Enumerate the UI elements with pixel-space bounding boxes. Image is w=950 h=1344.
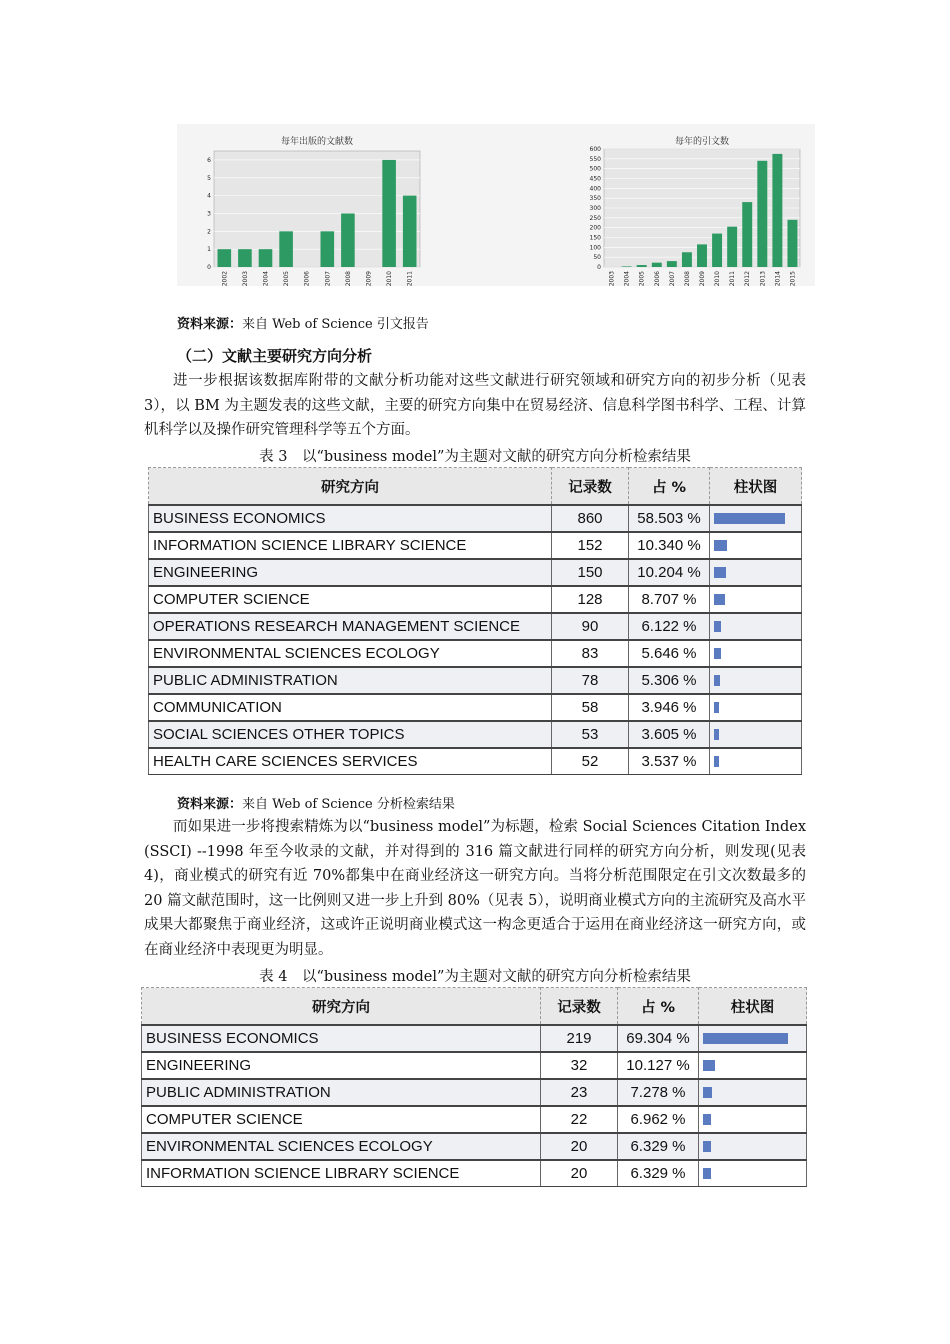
table-row [149,559,802,586]
x-tick-label: 2008 [683,271,691,286]
bar-2004 [259,249,273,267]
bar-2005 [637,265,647,267]
count-cell: 78 [552,667,629,694]
col-header-bar: 柱状图 [710,468,802,506]
share-bar [703,1060,715,1071]
x-tick-label: 2007 [668,271,676,286]
table-row [149,694,802,721]
bar-cell [710,667,802,694]
bar-2010 [712,234,722,267]
chart-title: 每年出版的文献数 [280,137,354,147]
bar-cell [699,1133,807,1160]
field-cell: HEALTH CARE SCIENCES SERVICES [149,748,552,775]
bar-2002 [218,249,232,267]
percent-cell: 10.340 % [629,532,710,559]
x-tick-label: 2006 [653,271,661,286]
bar-cell [699,1025,807,1052]
percent-cell: 69.304 % [618,1025,699,1052]
field-cell: COMPUTER SCIENCE [149,586,552,613]
share-bar [714,567,726,578]
citations-per-year-chart [572,124,815,286]
table-row [149,586,802,613]
share-bar [703,1033,788,1044]
percent-cell: 6.329 % [618,1160,699,1187]
count-cell: 20 [541,1160,618,1187]
y-tick-label: 150 [589,234,601,242]
count-cell: 150 [552,559,629,586]
y-tick-label: 3 [207,210,211,218]
bar-2011 [403,196,417,267]
table-row [142,1133,807,1160]
count-cell: 219 [541,1025,618,1052]
share-bar [703,1141,711,1152]
field-cell: PUBLIC ADMINISTRATION [142,1079,541,1106]
bar-2006 [652,263,662,267]
x-tick-label: 2011 [406,271,414,286]
field-cell: PUBLIC ADMINISTRATION [149,667,552,694]
share-bar [714,594,725,605]
y-tick-label: 5 [207,174,211,182]
percent-cell: 6.329 % [618,1133,699,1160]
x-tick-label: 2012 [744,271,752,286]
field-cell: ENGINEERING [142,1052,541,1079]
table-row [142,1025,807,1052]
percent-cell: 5.306 % [629,667,710,694]
x-tick-label: 2010 [714,271,722,286]
count-cell: 53 [552,721,629,748]
bar-cell [710,559,802,586]
table-3 [148,467,802,775]
bar-cell [710,748,802,775]
percent-cell: 5.646 % [629,640,710,667]
bar-cell [710,613,802,640]
y-tick-label: 4 [207,192,211,200]
share-bar [714,540,727,551]
share-bar [703,1114,711,1125]
col-header-field: 研究方向 [142,988,541,1026]
percent-cell: 7.278 % [618,1079,699,1106]
bar-2009 [697,244,707,267]
source-note-2: 资料来源：来自 Web of Science 分析检索结果 [177,797,455,812]
share-bar [703,1087,712,1098]
field-cell: ENVIRONMENTAL SCIENCES ECOLOGY [149,640,552,667]
bar-cell [710,640,802,667]
percent-cell: 3.537 % [629,748,710,775]
col-header-bar: 柱状图 [699,988,807,1026]
x-tick-label: 2004 [623,271,631,286]
table-row [149,613,802,640]
x-tick-label: 2004 [262,271,270,286]
count-cell: 20 [541,1133,618,1160]
paragraph-1: 进一步根据该数据库附带的文献分析功能对这些文献进行研究领域和研究方向的初步分析（见表 3），以 BM 为主题发表的这些文献，主要的研究方向集中在贸易经济、信息科学图书科学、工程、计算机科学以及操作研究管理科学等五个方面。 [144,373,806,438]
count-cell: 83 [552,640,629,667]
count-cell: 860 [552,505,629,532]
bar-2005 [279,231,293,267]
chart-title: 每年的引文数 [674,137,730,147]
bar-2007 [321,231,335,267]
percent-cell: 58.503 % [629,505,710,532]
bar-2011 [727,227,737,267]
section-heading: （二）文献主要研究方向分析 [177,347,373,365]
x-tick-label: 2005 [283,271,291,286]
x-tick-label: 2002 [221,271,229,286]
share-bar [714,648,721,659]
count-cell: 58 [552,694,629,721]
x-tick-label: 2003 [608,271,616,286]
table3-caption: 表 3 以“business model”为主题对文献的研究方向分析检索结果 [259,449,691,465]
table-row [142,1079,807,1106]
percent-cell: 10.127 % [618,1052,699,1079]
share-bar [714,675,720,686]
bar-2015 [787,220,797,267]
y-tick-label: 400 [589,185,601,193]
count-cell: 23 [541,1079,618,1106]
bar-2008 [341,213,355,267]
field-cell: BUSINESS ECONOMICS [142,1025,541,1052]
field-cell: COMPUTER SCIENCE [142,1106,541,1133]
bar-2004 [622,266,632,267]
col-header-field: 研究方向 [149,468,552,506]
bar-cell [710,694,802,721]
table-row [142,1160,807,1187]
share-bar [714,513,785,524]
share-bar [714,756,719,767]
table-row [149,640,802,667]
col-header-percent: 占 % [618,988,699,1026]
count-cell: 152 [552,532,629,559]
y-tick-label: 0 [207,264,211,271]
bar-2007 [667,261,677,267]
y-tick-label: 500 [589,165,601,173]
percent-cell: 10.204 % [629,559,710,586]
percent-cell: 3.605 % [629,721,710,748]
bar-cell [699,1052,807,1079]
x-tick-label: 2014 [774,271,782,286]
y-tick-label: 2 [207,228,211,236]
field-cell: COMMUNICATION [149,694,552,721]
x-tick-label: 2005 [638,271,646,286]
bar-cell [710,721,802,748]
table-row [142,1052,807,1079]
x-tick-label: 2009 [365,271,373,286]
field-cell: SOCIAL SCIENCES OTHER TOPICS [149,721,552,748]
bar-cell [710,505,802,532]
x-tick-label: 2006 [303,271,311,286]
percent-cell: 8.707 % [629,586,710,613]
field-cell: BUSINESS ECONOMICS [149,505,552,532]
bar-cell [710,532,802,559]
count-cell: 22 [541,1106,618,1133]
y-tick-label: 350 [589,195,601,203]
y-tick-label: 600 [589,146,601,153]
x-tick-label: 2015 [789,271,797,286]
percent-cell: 6.122 % [629,613,710,640]
bar-cell [699,1079,807,1106]
percent-cell: 3.946 % [629,694,710,721]
col-header-count: 记录数 [541,988,618,1026]
bar-cell [699,1160,807,1187]
paragraph-2: 而如果进一步将搜索精炼为以“business model”为标题，检索 Social Sciences Citation Index (SSCI) --1998 年至今收录的文献，并对得到的 316 篇文献进行同样的研究方向分析，则发现(见表 4)，商业模式的研究有近 70%都集中在商业经济这一研究方向。当将分析范围限定在引文次数最多的 20 篇文献范围时，这一比例则又进一步上升到 80%（见表 5），说明商业模式方向的主流研究及高水平成果大都聚焦于商业经济，这或许正说明商业模式这一构念更适合于运用在商业经济这一研究方向，或在商业经济中表现更为明显。 [144,819,806,958]
share-bar [703,1168,711,1179]
x-tick-label: 2003 [241,271,249,286]
table4-caption: 表 4 以“business model”为主题对文献的研究方向分析检索结果 [259,969,691,985]
table-row [149,721,802,748]
y-tick-label: 1 [207,246,211,254]
percent-cell: 6.962 % [618,1106,699,1133]
field-cell: INFORMATION SCIENCE LIBRARY SCIENCE [149,532,552,559]
count-cell: 128 [552,586,629,613]
field-cell: ENGINEERING [149,559,552,586]
bar-cell [710,586,802,613]
bar-2003 [238,249,252,267]
field-cell: ENVIRONMENTAL SCIENCES ECOLOGY [142,1133,541,1160]
count-cell: 32 [541,1052,618,1079]
y-tick-label: 6 [207,156,211,164]
table-row [149,667,802,694]
share-bar [714,729,719,740]
x-tick-label: 2013 [759,271,767,286]
y-tick-label: 550 [589,155,601,163]
x-tick-label: 2007 [324,271,332,286]
share-bar [714,702,719,713]
field-cell: OPERATIONS RESEARCH MANAGEMENT SCIENCE [149,613,552,640]
table-row [142,1106,807,1133]
table-row [149,505,802,532]
count-cell: 52 [552,748,629,775]
bar-2010 [382,160,396,267]
share-bar [714,621,721,632]
col-header-count: 记录数 [552,468,629,506]
x-tick-label: 2011 [729,271,737,286]
bar-2014 [772,154,782,267]
publications-per-year-chart [177,124,437,286]
table-row [149,532,802,559]
count-cell: 90 [552,613,629,640]
x-tick-label: 2010 [386,271,394,286]
x-tick-label: 2008 [344,271,352,286]
table-4 [141,987,807,1187]
col-header-percent: 占 % [629,468,710,506]
citation-report-charts [177,124,815,286]
y-tick-label: 0 [597,264,601,271]
x-tick-label: 2009 [699,271,706,286]
bar-2013 [757,161,767,267]
y-tick-label: 100 [589,244,601,252]
field-cell: INFORMATION SCIENCE LIBRARY SCIENCE [142,1160,541,1187]
y-tick-label: 200 [589,224,601,232]
bar-2008 [682,252,692,267]
y-tick-label: 300 [589,205,601,212]
source-note-1: 资料来源：来自 Web of Science 引文报告 [177,317,429,332]
bar-cell [699,1106,807,1133]
y-tick-label: 250 [589,214,601,222]
y-tick-label: 50 [593,254,601,262]
table-row [149,748,802,775]
y-tick-label: 450 [589,175,601,183]
bar-2012 [742,202,752,267]
